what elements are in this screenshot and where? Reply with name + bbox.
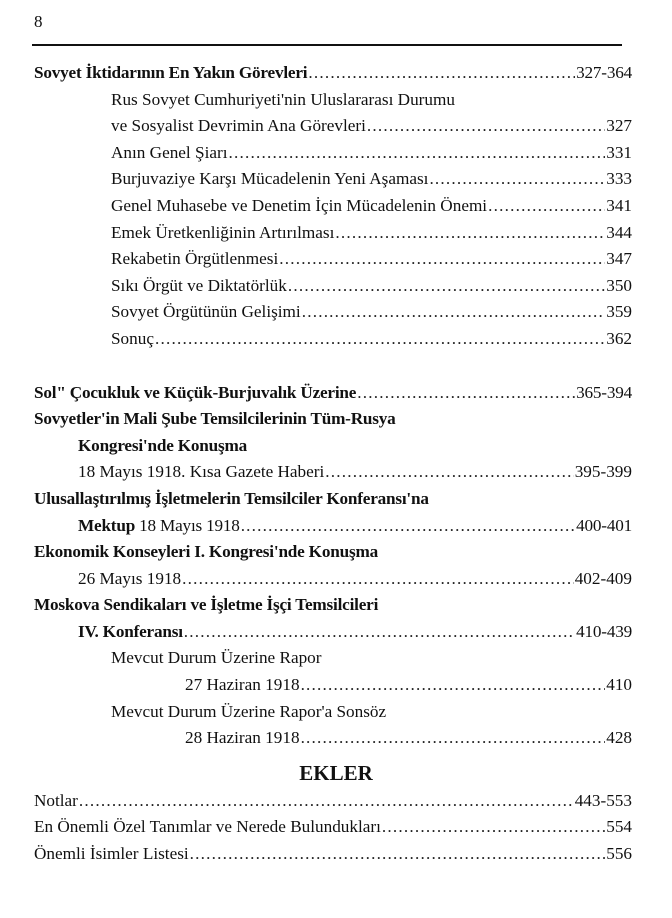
dot-leader [367, 113, 605, 140]
toc-entry[interactable] [0, 166, 672, 193]
entry-title: 28 Haziran 1918 [185, 728, 300, 748]
dot-leader [301, 725, 606, 752]
page-range: 365-394 [576, 382, 632, 402]
page-range: 331 [606, 142, 632, 162]
toc-entry[interactable] [0, 273, 672, 300]
entry-title: Rus Sovyet Cumhuriyeti'nin Uluslararası Durumu [111, 89, 455, 109]
dot-leader [182, 566, 574, 593]
toc-entry[interactable] [0, 592, 672, 619]
toc-entry[interactable] [0, 60, 672, 87]
entry-title: En Önemli Özel Tanımlar ve Nerede Bulundukları [34, 817, 381, 837]
toc-entry[interactable] [0, 433, 672, 460]
toc-entry[interactable] [0, 814, 672, 841]
dot-leader [184, 619, 575, 646]
dot-leader [302, 299, 606, 326]
toc-entry[interactable] [0, 246, 672, 273]
page-range: 428 [606, 728, 632, 748]
toc-entry[interactable] [0, 566, 672, 593]
toc-entry[interactable] [0, 113, 672, 140]
toc-section [0, 60, 672, 353]
page-range: 410-439 [576, 621, 632, 641]
dot-leader [308, 60, 575, 87]
toc-entry[interactable] [0, 539, 672, 566]
dot-leader [382, 814, 605, 841]
toc-entry[interactable] [0, 459, 672, 486]
entry-title: Moskova Sendikaları ve İşletme İşçi Temsilcileri [34, 595, 379, 615]
page-range: 395-399 [574, 462, 632, 482]
dot-leader [325, 459, 573, 486]
entry-title: Genel Muhasebe ve Denetim İçin Mücadelenin Önemi [111, 195, 488, 215]
toc-entry[interactable] [0, 299, 672, 326]
entry-title: Önemli İsimler Listesi [34, 844, 189, 864]
dot-leader [429, 166, 605, 193]
entry-title: Mevcut Durum Üzerine Rapor [111, 648, 322, 668]
toc-section [0, 380, 672, 752]
page-range: 402-409 [574, 568, 632, 588]
entry-title: Anın Genel Şiarı [111, 142, 228, 162]
page-range: 359 [606, 302, 632, 322]
toc-entry[interactable] [0, 699, 672, 726]
entry-title: Sovyetler'in Mali Şube Temsilcilerinin Tüm-Rusya [34, 409, 396, 429]
page-range: 400-401 [576, 515, 632, 535]
entry-title: Ulusallaştırılmış İşletmelerin Temsilciler Konferansı'na [34, 488, 429, 508]
entry-title: Rekabetin Örgütlenmesi [111, 249, 279, 269]
section-gap [0, 353, 672, 380]
toc-entry[interactable] [0, 645, 672, 672]
page-range: 341 [606, 195, 632, 215]
toc-entry[interactable] [0, 672, 672, 699]
dot-leader [488, 193, 605, 220]
toc-entry[interactable] [0, 619, 672, 646]
entry-title: Ekonomik Konseyleri I. Kongresi'nde Konuşma [34, 542, 378, 562]
page-range: 362 [606, 328, 632, 348]
toc-entry[interactable] [0, 513, 672, 540]
dot-leader [279, 246, 605, 273]
page-number: 8 [34, 12, 43, 31]
toc-entry[interactable] [0, 140, 672, 167]
entry-title: Kongresi'nde Konuşma [78, 435, 248, 455]
toc-entry[interactable] [0, 87, 672, 114]
dot-leader [155, 326, 605, 353]
header-rule [32, 44, 622, 46]
toc-entry[interactable] [0, 326, 672, 353]
dot-leader [241, 513, 575, 540]
entry-title: Sonuç [111, 328, 154, 348]
page-range: 554 [606, 817, 632, 837]
entry-title: Burjuvaziye Karşı Mücadelenin Yeni Aşaması [111, 169, 429, 189]
entry-title: Emek Üretkenliğinin Artırılması [111, 222, 335, 242]
page-range: 443-553 [574, 790, 632, 810]
entry-title: Notlar [34, 790, 78, 810]
dot-leader [228, 140, 605, 167]
page-range: 333 [606, 169, 632, 189]
toc-entry[interactable] [0, 788, 672, 815]
entry-title: 18 Mayıs 1918. Kısa Gazete Haberi [78, 462, 325, 482]
page-range: 344 [606, 222, 632, 242]
entry-title: Sıkı Örgüt ve Diktatörlük [111, 275, 287, 295]
table-of-contents [0, 60, 672, 868]
entry-title: IV. Konferansı [78, 621, 183, 641]
appendix-section [0, 788, 672, 868]
dot-leader [190, 841, 606, 868]
entry-title: Sol" Çocukluk ve Küçük-Burjuvalık Üzerine [34, 382, 357, 402]
entry-title: Sovyet Örgütünün Gelişimi [111, 302, 301, 322]
toc-entry[interactable] [0, 486, 672, 513]
entry-title: 27 Haziran 1918 [185, 675, 300, 695]
page-range: 347 [606, 249, 632, 269]
entry-subtitle: 18 Mayıs 1918 [135, 515, 240, 535]
dot-leader [335, 220, 605, 247]
page-range: 410 [606, 675, 632, 695]
entry-title: Mevcut Durum Üzerine Rapor'a Sonsöz [111, 701, 387, 721]
toc-entry[interactable] [0, 841, 672, 868]
appendix-heading: EKLER [299, 760, 373, 785]
dot-leader [79, 788, 574, 815]
page-range: 350 [606, 275, 632, 295]
page-range: 327-364 [576, 63, 632, 82]
toc-entry[interactable] [0, 406, 672, 433]
entry-title: 26 Mayıs 1918 [78, 568, 182, 588]
page-range: 327 [606, 116, 632, 136]
toc-entry[interactable] [0, 220, 672, 247]
dot-leader [357, 380, 575, 407]
toc-entry[interactable] [0, 380, 672, 407]
entry-title: ve Sosyalist Devrimin Ana Görevleri [111, 116, 366, 136]
entry-title: Sovyet İktidarının En Yakın Görevleri [34, 63, 308, 82]
dot-leader [301, 672, 606, 699]
page-range: 556 [606, 844, 632, 864]
toc-entry[interactable] [0, 725, 672, 752]
dot-leader [288, 273, 605, 300]
entry-title: Mektup [78, 515, 136, 535]
toc-entry[interactable] [0, 193, 672, 220]
